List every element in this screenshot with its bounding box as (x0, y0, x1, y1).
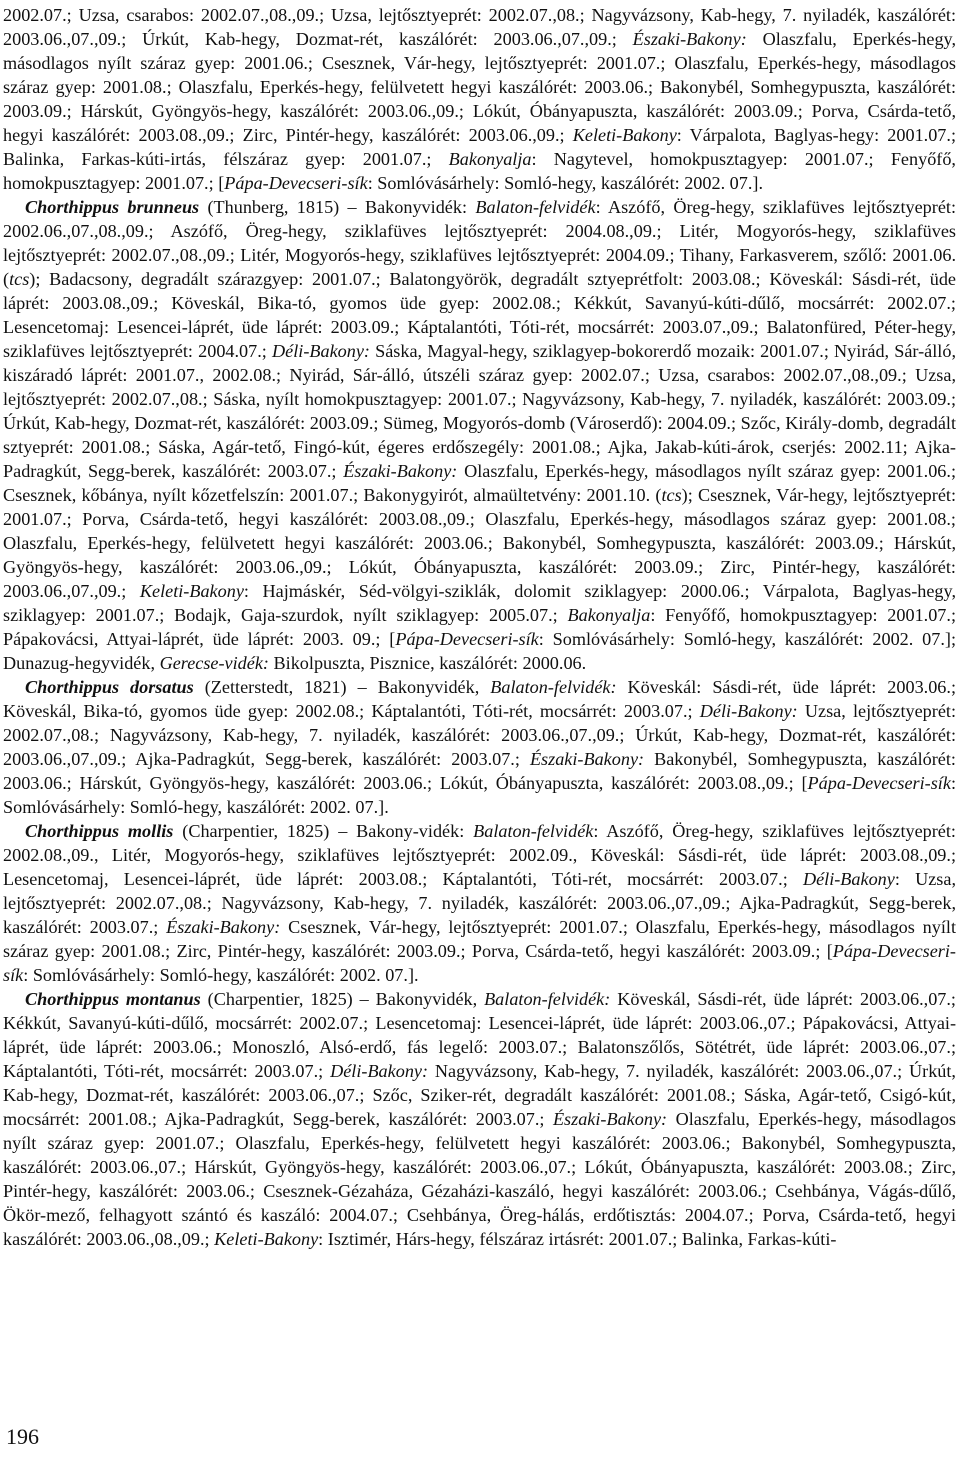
paragraph (3, 819, 956, 987)
region-name: Balaton-felvidék (475, 197, 596, 217)
region-name: Északi-Bakony: (632, 29, 747, 49)
region-name: Bakonyalja (448, 149, 532, 169)
text-run: Olaszfalu, Eperkés-hegy, másodlagos nyílt száraz gyep: 2001.06.; Csesznek, Vár-hegy, lejtősztyeprét: 2001.07.; Olaszfalu, Eperkés-hegy, másodlagos száraz gyep: 2001.08.; Olaszfalu, Eperkés-hegy, felülvetett hegyi kaszálórét: 2003.06.; Bakonybél, Somhegypuszta, kaszálórét: 2003.09.; Hárskút, Gyöngyös-hegy, kaszálórét: 2003.06.,09.; Lókút, Óbányapuszta, kaszálórét: 2003.09.; Porva, Csárda-tető, hegyi kaszálórét: 2003.08.,09.; Zirc, Pintér-hegy, kaszálórét: 2003.06.,09.; (3, 29, 956, 145)
text-run: : Somlóvásárhely: Somló-hegy, kaszálórét: 2002. 07.]. (3, 773, 956, 817)
text-run: (Charpentier, 1825) – Bakony-vidék: (173, 821, 474, 841)
species-name: Chorthippus brunneus (25, 197, 200, 217)
text-run: Csesznek, Vár-hegy, lejtősztyeprét: 2001.07.; Olaszfalu, Eperkés-hegy, másodlagos nyílt száraz gyep: 2001.08.; Zirc, Pintér-hegy, kaszálórét: 2003.09.; Porva, Csárda-tető, hegyi kaszálórét: 2003.09.; [ (3, 917, 957, 961)
region-name: Keleti-Bakony (572, 125, 677, 145)
region-name: Pápa-Devecseri-sík (224, 173, 368, 193)
region-name: Északi-Bakony: (529, 749, 645, 769)
text-run: : Nagytevel, homokpusztagyep: 2001.07.; Fenyőfő, homokpusztagyep: 2001.07.; [ (3, 149, 956, 193)
species-name: Chorthippus mollis (25, 821, 174, 841)
paragraph (3, 195, 956, 675)
text-run: : Uzsa, lejtősztyeprét: 2002.07.,08.; Nagyvázsony, Kab-hegy, 7. nyiladék, kaszálórét: 2003.06.,07.,09.; Ajka-Padragkút, Segg-berek, kaszálórét: 2003.07.; (3, 869, 956, 937)
region-name: Balaton-felvidék: (490, 677, 617, 697)
text-run: Köveskál, Sásdi-rét, üde láprét: 2003.06.,07.; Kékkút, Savanyú-kúti-dűlő, mocsárrét: 2002.07.; Lesencetomaj: Lesencei-láprét, üde láprét: 2003.06.,07.; Pápakovácsi, Attyai-láprét, üde láprét: 2003.06.; Monoszló, Alsó-erdő, fás legelő: 2003.07.; Balatonszőlős, Sötétrét, üde láprét: 2003.06.,07.; Káptalantóti, Tóti-rét, mocsárrét: 2003.07.; (3, 989, 956, 1081)
text-run: (Charpentier, 1825) – Bakonyvidék, (200, 989, 485, 1009)
text-run: (Zetterstedt, 1821) – Bakonyvidék, (193, 677, 491, 697)
text-run: 2002.07.; Uzsa, csarabos: 2002.07.,08.,09.; Uzsa, lejtősztyeprét: 2002.07.,08.; Nagyvázsony, Kab-hegy, 7. nyiladék, kaszálórét: 2003.06.,07.,09.; Úrkút, Kab-hegy, Dozmat-rét, kaszálórét: 2003.06.,07.,09.; (3, 5, 956, 49)
paragraph (3, 3, 956, 195)
page-number: 196 (6, 1424, 39, 1449)
text-run: : Aszófő, Öreg-hegy, sziklafüves lejtősztyeprét: 2002.06.,07.,08.,09.; Aszófő, Öreg-hegy, sziklafüves lejtősztyeprét: 2004.08.,09.; Litér, Mogyorós-hegy, sziklafüves lejtősztyeprét: 2002.07.,08.,09.; Litér, Mogyorós-hegy, sziklafüves lejtősztyeprét: 2004.09.; Tihany, Farkasverem, szőlő: 2001.06. ( (3, 197, 956, 289)
region-name: tcs (661, 485, 682, 505)
text-run: : Isztimér, Hárs-hegy, félszáraz irtásrét: 2001.07.; Balinka, Farkas-kúti- (318, 1229, 837, 1249)
text-run: : Somlóvásárhely: Somló-hegy, kaszálórét: 2002. 07.]; Dunazug-hegyvidék, (3, 629, 956, 673)
region-name: Bakonyalja (567, 605, 651, 625)
text-run: : Somlóvásárhely: Somló-hegy, kaszálórét: 2002. 07.]. (367, 173, 764, 193)
text-run: ); Csesznek, Vár-hegy, lejtősztyeprét: 2001.07.; Porva, Csárda-tető, hegyi kaszálórét: 2003.08.,09.; Olaszfalu, Eperkés-hegy, másodlagos száraz gyep: 2001.08.; Olaszfalu, Eperkés-hegy, felülvetett hegyi kaszálórét: 2003.06.; Bakonybél, Somhegypuszta, kaszálórét: 2003.09.; Hárskút, Gyöngyös-hegy, kaszálórét: 2003.06.,09.; Lókút, Óbányapuszta, kaszálórét: 2003.09.; Zirc, Pintér-hegy, kaszálórét: 2003.06.,07.,09.; (3, 485, 957, 601)
region-name: Pápa-Devecseri-sík (3, 941, 956, 985)
text-run: Nagyvázsony, Kab-hegy, 7. nyiladék, kaszálórét: 2003.06.,07.; Úrkút, Kab-hegy, Dozmat-rét, kaszálórét: 2003.06.,07.; Szőc, Sziker-rét, degradált kaszálórét: 2001.08.; Sáska, Agár-tető, Csigó-kút, mocsárrét: 2001.08.; Ajka-Padragkút, Segg-berek, kaszálórét: 2003.07.; (3, 1061, 956, 1129)
text-run: Olaszfalu, Eperkés-hegy, másodlagos nyílt száraz gyep: 2001.07.; Olaszfalu, Eperkés-hegy, felülvetett hegyi kaszálórét: 2003.06.; Bakonybél, Somhegypuszta, kaszálórét: 2003.06.,07.; Hárskút, Gyöngyös-hegy, kaszálórét: 2003.06.,07.; Lókút, Óbányapuszta, kaszálórét: 2003.08.; Zirc, Pintér-hegy, kaszálórét: 2003.06.; Csesznek-Gézaháza, Gézaházi-kaszáló, hegyi kaszálórét: 2003.06.; Csehbánya, Vágás-dűlő, Ökör-mező, felhagyott szántó és kaszáló: 2004.07.; Csehbánya, Öreg-hálás, erdőtisztás: 2004.07.; Porva, Csárda-tető, hegyi kaszálórét: 2003.06.,08.,09.; (3, 1109, 956, 1249)
text-run: : Hajmáskér, Séd-völgyi-sziklák, dolomit sziklagyep: 2000.06.; Várpalota, Baglyas-hegy, sziklagyep: 2001.07.; Bodajk, Gaja-szurdok, nyílt sziklagyep: 2005.07.; (3, 581, 956, 625)
region-name: Déli-Bakony: (330, 1061, 429, 1081)
region-name: Északi-Bakony: (552, 1109, 668, 1129)
paragraph (3, 675, 956, 819)
species-name: Chorthippus dorsatus (25, 677, 194, 697)
text-run: (Thunberg, 1815) – Bakonyvidék: (199, 197, 476, 217)
text-run: : Somlóvásárhely: Somló-hegy, kaszálórét: 2002. 07.]. (23, 965, 419, 985)
region-name: Gerecse-vidék: (159, 653, 269, 673)
text-run: Bikolpuszta, Pisznice, kaszálórét: 2000.06. (268, 653, 587, 673)
text-run: Olaszfalu, Eperkés-hegy, másodlagos nyílt száraz gyep: 2001.06.; Csesznek, kőbánya, nyílt kőzetfelszín: 2001.07.; Bakonygyirót, almaültetvény: 2001.10. ( (3, 461, 956, 505)
text-run: ); Badacsony, degradált szárazgyep: 2001.07.; Balatongyörök, degradált sztyeprétfolt: 2003.08.; Köveskál: Sásdi-rét, üde láprét: 2003.08.,09.; Köveskál, Bika-tó, gyomos üde gyep: 2002.08.; Kékkút, Savanyú-kúti-dűlő, mocsárrét: 2002.07.; Lesencetomaj: Lesencei-láprét, üde láprét: 2003.09.; Káptalantóti, Tóti-rét, mocsárrét: 2003.07.,09.; Balatonfüred, Péter-hegy, sziklafüves lejtősztyeprét: 2004.07.; (3, 269, 956, 361)
text-run: : Aszófő, Öreg-hegy, sziklafüves lejtősztyeprét: 2002.08.,09., Litér, Mogyorós-hegy, sziklafüves lejtősztyeprét: 2002.09., Köveskál: Sásdi-rét, üde láprét: 2003.08.,09.; Lesencetomaj, Lesencei-láprét, üde láprét: 2003.08.; Káptalantóti, Tóti-rét, mocsárrét: 2003.07.; (3, 821, 956, 889)
paragraph (3, 987, 956, 1251)
region-name: Déli-Bakony: (699, 701, 798, 721)
region-name: Balaton-felvidék (473, 821, 594, 841)
text-run: : Fenyőfő, homokpusztagyep: 2001.07.; Pápakovácsi, Attyai-láprét, üde láprét: 2003. 09.; [ (3, 605, 957, 649)
text-run: Bakonybél, Somhegypuszta, kaszálórét: 2003.06.; Hárskút, Gyöngyös-hegy, kaszálórét: 2003.06.; Lókút, Óbányapuszta, kaszálórét: 2003.08.,09.; [ (3, 749, 956, 793)
region-name: tcs (9, 269, 30, 289)
region-name: Déli-Bakony: (272, 341, 370, 361)
region-name: Keleti-Bakony (214, 1229, 319, 1249)
text-run: Uzsa, lejtősztyeprét: 2002.07.,08.; Nagyvázsony, Kab-hegy, 7. nyiladék, kaszálórét: 2003.06.,07.,09.; Úrkút, Kab-hegy, Dozmat-rét, kaszálórét: 2003.06.,07.,09.; Ajka-Padragkút, Segg-berek, kaszálórét: 2003.07.; (3, 701, 956, 769)
region-name: Déli-Bakony (802, 869, 895, 889)
region-name: Északi-Bakony: (166, 917, 281, 937)
region-name: Pápa-Devecseri-sík (395, 629, 539, 649)
region-name: Északi-Bakony: (343, 461, 458, 481)
region-name: Keleti-Bakony (139, 581, 244, 601)
text-run: Köveskál: Sásdi-rét, üde láprét: 2003.06.; Köveskál, Bika-tó, gyomos üde gyep: 2002.08.; Káptalantóti, Tóti-rét, mocsárrét: 2003.07.; (3, 677, 957, 721)
document-body (3, 3, 956, 1251)
species-name: Chorthippus montanus (25, 989, 201, 1009)
text-run: : Várpalota, Baglyas-hegy: 2001.07.; Balinka, Farkas-kúti-irtás, félszáraz gyep: 2001.07.; (3, 125, 956, 169)
region-name: Pápa-Devecseri-sík (807, 773, 951, 793)
region-name: Balaton-felvidék: (484, 989, 611, 1009)
text-run: Sáska, Magyal-hegy, sziklagyep-bokorerdő mozaik: 2001.07.; Nyirád, Sár-álló, kiszáradó láprét: 2001.07., 2002.08.; Nyirád, Sár-álló, útszéli száraz gyep: 2002.07.; Uzsa, csarabos: 2002.07.,08.,09.; Uzsa, lejtősztyeprét: 2002.07.,08.; Sáska, nyílt homokpusztagyep: 2001.07.; Nagyvázsony, Kab-hegy, 7. nyiladék, kaszálórét: 2003.09.; Úrkút, Kab-hegy, Dozmat-rét, kaszálórét: 2003.09.; Sümeg, Mogyorós-domb (Városerdő): 2004.09.; Szőc, Király-domb, degradált sztyeprét: 2001.08.; Sáska, Agár-tető, Fingó-kút, égeres erdőszegély: 2001.08.; Ajka, Jakab-kúti-árok, cserjés: 2002.11; Ajka-Padragkút, Segg-berek, kaszálórét: 2003.07.; (3, 341, 956, 481)
